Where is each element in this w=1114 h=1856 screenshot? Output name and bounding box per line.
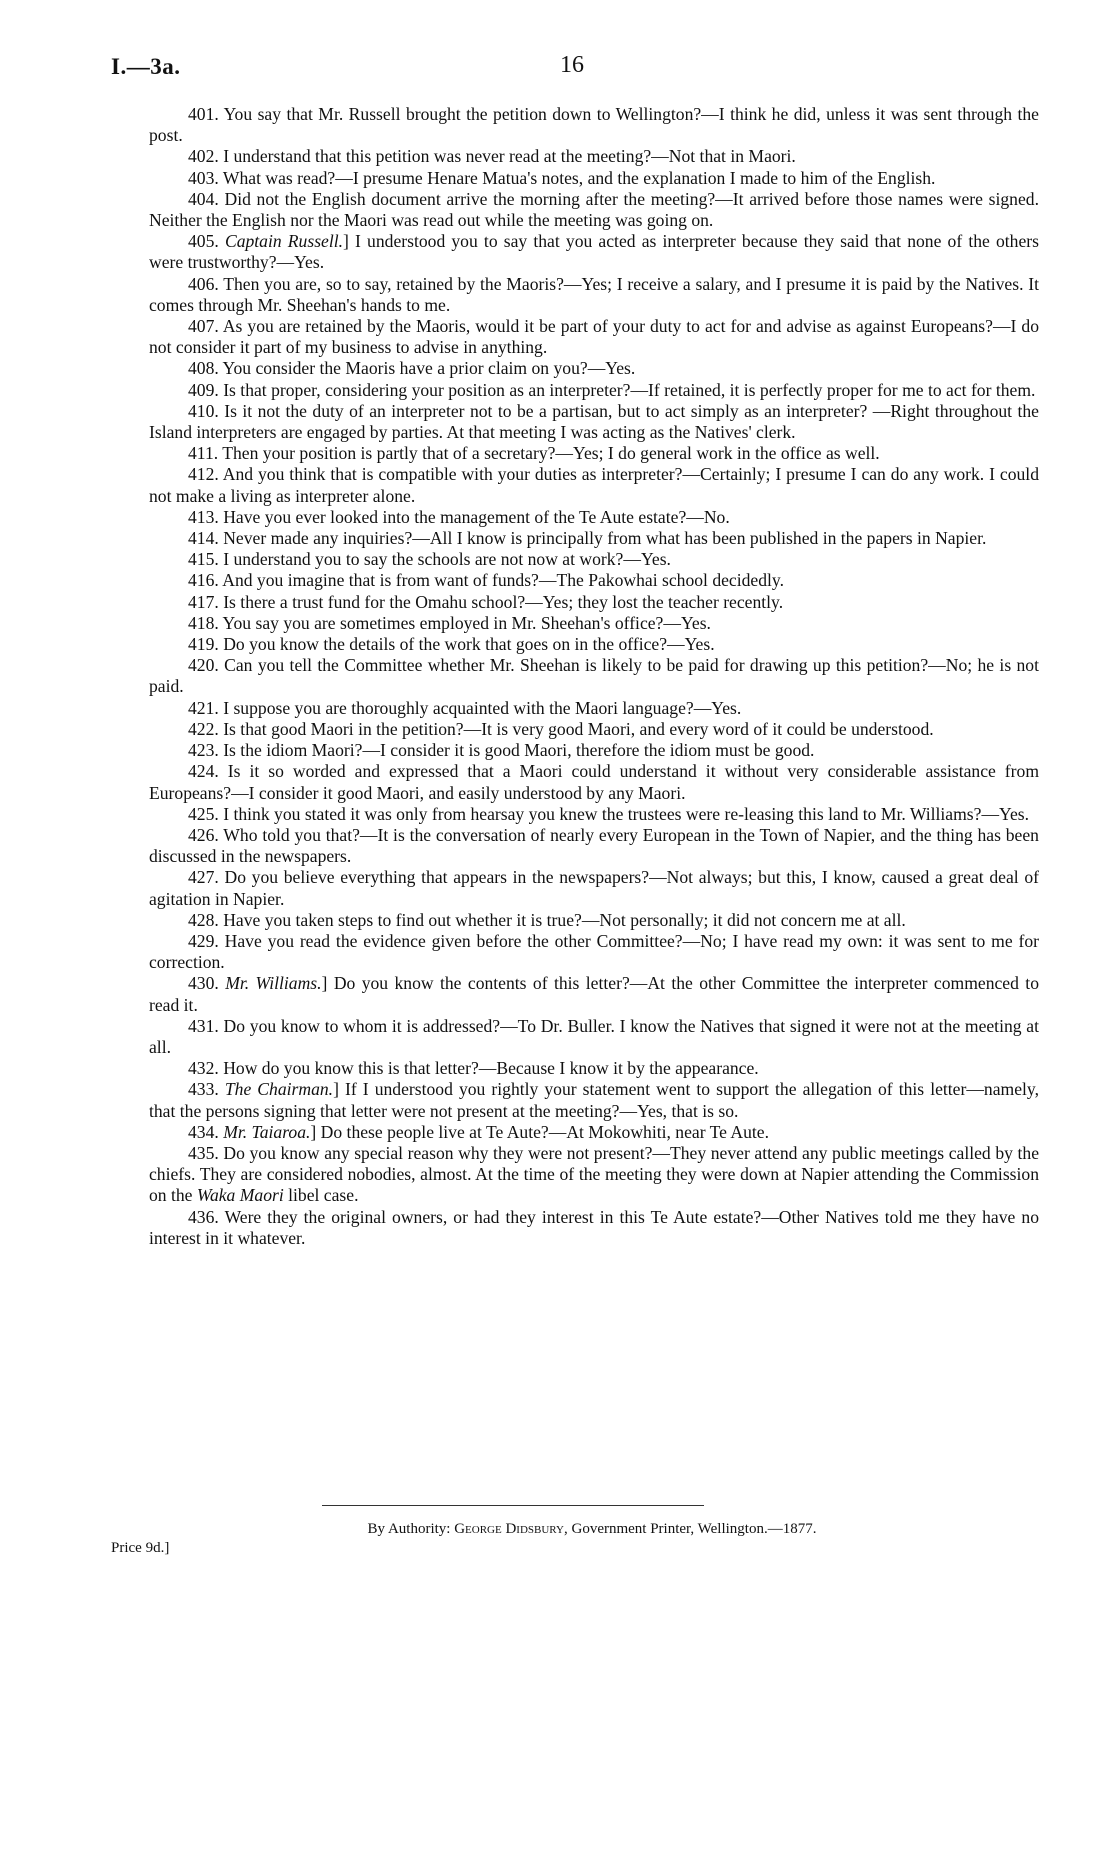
question-answer-item [149,910,1039,931]
item-number: 414. [188,528,219,549]
question-answer-item [149,719,1039,740]
item-number: 404. [188,188,219,209]
item-text: Is that good Maori in the petition?—It is very good Maori, and every word of it could be understood. [223,718,934,739]
item-number: 421. [188,697,219,718]
item-text: As you are retained by the Maoris, would it be part of your duty to act for and advise as against Europeans?—I do not consider it part of my business to advise in anything. [149,316,1039,358]
item-text: And you imagine that is from want of funds?—The Pakowhai school decidedly. [222,570,784,591]
item-text: Do these people live at Te Aute?—At Mokowhiti, near Te Aute. [320,1121,770,1142]
question-answer-item [149,358,1039,379]
italic-phrase: Waka Maori [196,1185,284,1206]
item-number: 418. [188,612,219,633]
item-text: Is it so worded and expressed that a Maori could understand it without very considerable assistance from Europeans?—I consider it good Maori, and easily understood by any Maori. [149,761,1039,803]
document-reference: I.—3a. [111,54,181,79]
question-answer-item [149,698,1039,719]
item-text: Who told you that?—It is the conversation of nearly every European in the Town of Napier, and the thing has been discussed in the newspapers. [149,824,1039,867]
item-text: Is there a trust fund for the Omahu school?—Yes; they lost the teacher recently. [223,591,784,612]
question-answer-item [149,401,1039,443]
question-answer-item [149,380,1039,401]
item-text: Do you know the details of the work that goes on in the office?—Yes. [223,634,715,655]
item-number: 434. [188,1121,219,1142]
item-number: 432. [188,1058,219,1079]
item-text: And you think that is compatible with your duties as interpreter?—Certainly; I presume I can do any work. I could not make a living as interpreter alone. [149,464,1039,506]
item-text: I think you stated it was only from hearsay you knew the trustees were re-leasing this land to Mr. Williams?—Yes. [223,803,1030,824]
question-answer-item [149,825,1039,867]
item-number: 402. [188,146,219,167]
item-number: 405. [188,231,219,252]
item-text-end: libel case. [288,1185,359,1206]
printer-imprint [0,1521,1114,1538]
question-answer-item [149,274,1039,316]
item-number: 422. [188,718,219,739]
question-answer-item [149,528,1039,549]
printer-name: George Didsbury, [454,1521,568,1537]
item-number: 412. [188,464,219,485]
item-number: 435. [188,1142,219,1163]
item-text: Never made any inquiries?—All I know is principally from what has been published in the papers in Napier. [223,528,987,549]
question-answer-item [149,1143,1039,1207]
item-text: Do you know the contents of this letter?—At the other Committee the interpreter commenced to read it. [149,973,1039,1015]
item-text: Do you know any special reason why they were not present?—They never attend any public meetings called by the chiefs. They are considered nobodies, almost. At the time of the meeting they were down at Napier attending the Commission on the [149,1142,1040,1206]
question-answer-item [149,931,1039,973]
item-number: 416. [188,570,219,591]
imprint-prefix: By Authority: [367,1521,451,1537]
question-answer-item: 433. The Chairman.] If I understood you rightly your statement went to support the allegation of this letter—namely, that the persons signing that letter were not present at the meeting?—Yes, that is so. [149,1079,1039,1121]
question-answer-item [149,507,1039,528]
question-answer-item [149,316,1039,358]
item-text: Can you tell the Committee whether Mr. Sheehan is likely to be paid for drawing up this petition?—No; he is not paid. [149,655,1039,697]
item-number: 413. [188,506,219,527]
price-note: Price 9d.] [111,1540,170,1556]
item-number: 424. [188,761,219,782]
item-text: Is it not the duty of an interpreter not to be a partisan, but to act simply as an interpreter? —Right throughout the Island interpreters are engaged by parties. At that meeting I was acting as the Natives' clerk. [149,400,1039,443]
question-answer-item [149,761,1039,803]
question-answer-item: 405. Captain Russell.] I understood you to say that you acted as interpreter because they said that none of the others were trustworthy?—Yes. [149,231,1039,273]
item-text: How do you know this is that letter?—Because I know it by the appearance. [223,1058,759,1079]
item-text: Have you read the evidence given before the other Committee?—No; I have read my own: it was sent to me for correction. [149,930,1039,973]
item-number: 407. [188,316,219,337]
item-text: Were they the original owners, or had they interest in this Te Aute estate?—Other Natives told me they have no interest in it whatever. [149,1206,1039,1248]
question-answer-item [149,740,1039,761]
item-number: 436. [188,1206,219,1227]
speaker-name: Mr. Williams. [225,973,322,994]
item-number: 410. [188,400,219,421]
question-answer-item [149,168,1039,189]
item-text: If I understood you rightly your statement went to support the allegation of this letter—namely, that the persons signing that letter were not present at the meeting?—Yes, that is so. [149,1079,1039,1121]
item-number: 403. [188,167,219,188]
question-answer-item [149,549,1039,570]
item-text: Is the idiom Maori?—I consider it is good Maori, therefore the idiom must be good. [223,740,815,761]
item-text: You say you are sometimes employed in Mr. Sheehan's office?—Yes. [222,612,711,633]
item-text: Is that proper, considering your position as an interpreter?—If retained, it is perfectly proper for me to act for them. [223,379,1036,400]
question-answer-item [149,634,1039,655]
item-number: 408. [188,358,219,379]
item-text: Have you ever looked into the management of the Te Aute estate?—No. [223,506,730,527]
item-text: You say that Mr. Russell brought the petition down to Wellington?—I think he did, unless it was sent through the post. [149,104,1039,146]
question-answer-item [149,570,1039,591]
speaker-name: The Chairman. [224,1079,334,1100]
item-number: 406. [188,273,219,294]
item-text: I understood you to say that you acted as interpreter because they said that none of the others were trustworthy?—Yes. [149,231,1039,273]
question-answer-item [149,1207,1039,1249]
item-number: 433. [188,1079,219,1100]
item-number: 423. [188,740,219,761]
question-answer-item: 430. Mr. Williams.] Do you know the contents of this letter?—At the other Committee the interpreter commenced to read it. [149,973,1039,1015]
item-number: 430. [188,973,219,994]
item-number: 431. [188,1015,219,1036]
item-text: Have you taken steps to find out whether it is true?—Not personally; it did not concern me at all. [223,909,906,930]
question-answer-item [149,1016,1039,1058]
item-text: I understand that this petition was never read at the meeting?—Not that in Maori. [223,146,796,167]
footer-divider [322,1505,704,1506]
question-answer-item [149,655,1039,697]
question-answer-item [149,443,1039,464]
imprint-suffix: Government Printer, Wellington.—1877. [571,1521,817,1537]
page-number: 16 [560,52,584,78]
item-number: 429. [188,930,219,951]
question-answer-item [149,104,1039,146]
question-answer-item [149,592,1039,613]
item-text: Do you know to whom it is addressed?—To Dr. Buller. I know the Natives that signed it were not at the meeting at all. [149,1015,1039,1057]
item-number: 411. [188,443,219,464]
question-answer-item [149,189,1039,231]
item-text: Then you are, so to say, retained by the Maoris?—Yes; I receive a salary, and I presume it is paid by the Natives. It comes through Mr. Sheehan's hands to me. [149,273,1039,315]
speaker-name: Mr. Taiaroa. [223,1121,311,1142]
question-answer-item [149,1058,1039,1079]
question-answer-item [149,146,1039,167]
item-number: 426. [188,824,219,845]
item-text: Do you believe everything that appears in the newspapers?—Not always; but this, I know, caused a great deal of agitation in Napier. [149,867,1039,909]
item-number: 415. [188,549,219,570]
speaker-name: Captain Russell. [224,231,344,252]
item-number: 401. [188,104,219,124]
question-answer-item [149,867,1039,909]
item-text: Did not the English document arrive the morning after the meeting?—It arrived before those names were signed. Neither the English nor the Maori was read out while the meeting was going on. [149,188,1039,231]
item-number: 428. [188,909,219,930]
question-answer-item [149,804,1039,825]
item-number: 420. [188,655,219,676]
item-text: What was read?—I presume Henare Matua's notes, and the explanation I made to him of the English. [222,167,936,188]
item-number: 417. [188,591,219,612]
item-text: I suppose you are thoroughly acquainted with the Maori language?—Yes. [223,697,742,718]
item-number: 419. [188,634,219,655]
question-answer-item: 434. Mr. Taiaroa.] Do these people live at Te Aute?—At Mokowhiti, near Te Aute. [188,1121,770,1142]
item-text: Then your position is partly that of a secretary?—Yes; I do general work in the office as well. [222,443,880,464]
question-answer-item [149,464,1039,506]
question-answer-item [149,613,1039,634]
item-text: You consider the Maoris have a prior claim on you?—Yes. [222,358,636,379]
item-number: 409. [188,379,219,400]
evidence-body [149,104,1039,1249]
item-number: 427. [188,867,219,888]
item-number: 425. [188,803,219,824]
item-text: I understand you to say the schools are not now at work?—Yes. [223,549,671,570]
